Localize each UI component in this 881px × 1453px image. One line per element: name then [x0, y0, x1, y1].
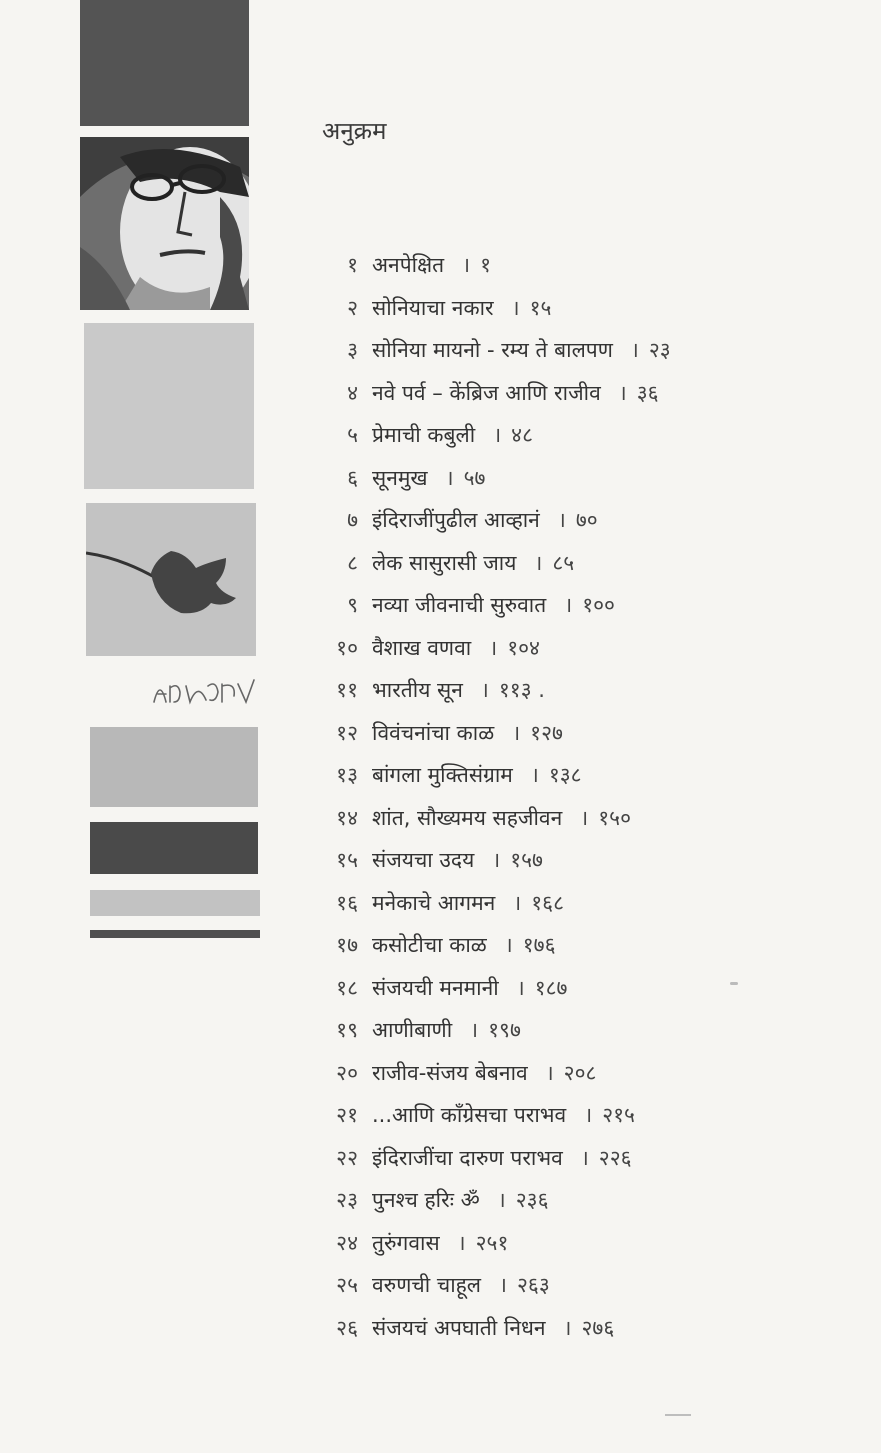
- toc-entry-title: वरुणची चाहूल: [372, 1273, 482, 1297]
- toc-entry-separator: ।: [618, 380, 627, 405]
- toc-entry-title: सोनिया मायनो - रम्य ते बालपण: [372, 338, 613, 362]
- toc-entry-page: ४८: [511, 423, 534, 447]
- toc-entry-page: २३६: [515, 1188, 549, 1212]
- toc-entry-page: २६३: [517, 1273, 550, 1297]
- toc-entry-page: २३: [648, 338, 671, 362]
- toc-entry-number: ५: [347, 423, 358, 447]
- toc-entry[interactable]: [300, 542, 860, 585]
- toc-entry-separator: ।: [630, 338, 639, 362]
- toc-entry-separator: ।: [492, 848, 501, 872]
- toc-entry-page: १२७: [530, 720, 563, 745]
- toc-entry-separator: ।: [480, 678, 489, 702]
- toc-entry-title: सोनियाचा नकार: [372, 295, 494, 320]
- toc-entry-number: २: [347, 295, 358, 320]
- toc-entry-number: ४: [347, 380, 358, 405]
- toc-entry-title: संजयची मनमानी: [372, 975, 499, 1000]
- toc-entry-number: २१: [336, 1103, 358, 1127]
- toc-entry-page: १५: [529, 295, 552, 320]
- toc-entry[interactable]: [300, 499, 860, 542]
- toc-entry-title: अनपेक्षित: [372, 253, 445, 277]
- toc-entry[interactable]: [300, 1009, 860, 1052]
- toc-entry-page: २०८: [563, 1060, 597, 1085]
- toc-entry[interactable]: [300, 797, 860, 840]
- toc-entry[interactable]: [300, 712, 860, 755]
- toc-entry-page: १७६: [522, 933, 556, 957]
- toc-entry-page: २२६: [598, 1145, 632, 1170]
- toc-entry-number: २३: [336, 1188, 358, 1212]
- toc-entry-separator: ।: [497, 1188, 506, 1212]
- toc-entry[interactable]: [300, 244, 860, 287]
- toc-entry-separator: ।: [493, 423, 502, 447]
- toc-entry-title: नव्या जीवनाची सुरुवात: [372, 593, 547, 617]
- toc-entry-title: संजयचं अपघाती निधन: [372, 1315, 546, 1340]
- toc-entry-title: कसोटीचा काळ: [372, 933, 487, 957]
- toc-entry-title: विवंचनांचा काळ: [372, 720, 495, 745]
- toc-entry-number: २५: [336, 1273, 358, 1297]
- toc-entry-separator: ।: [462, 253, 471, 277]
- handwritten-label: [150, 672, 260, 712]
- toc-entry-title: बांगला मुक्तिसंग्राम: [372, 763, 513, 787]
- decorative-thin-bar: [90, 930, 260, 938]
- toc-entry-number: ११: [336, 678, 358, 702]
- toc-entry[interactable]: [300, 1052, 860, 1095]
- toc-entry-page: ८५: [552, 550, 575, 575]
- toc-entry-separator: ।: [530, 763, 539, 787]
- toc-entry[interactable]: [300, 1264, 860, 1307]
- toc-entry-page: १५०: [598, 805, 631, 830]
- toc-entry-page: १: [480, 253, 491, 277]
- toc-entry-page: १३८: [548, 763, 582, 787]
- toc-entry[interactable]: [300, 414, 860, 457]
- toc-entry-title: पुनश्च हरिः ॐ: [372, 1188, 480, 1212]
- toc-entry-separator: ।: [512, 720, 521, 745]
- toc-entry-separator: ।: [563, 1315, 572, 1340]
- toc-entry-number: २०: [336, 1060, 358, 1085]
- lotus-image: [86, 503, 256, 656]
- toc-entry-separator: ।: [470, 1018, 479, 1042]
- toc-entry-separator: ।: [489, 635, 498, 660]
- toc-entry-title: संजयचा उदय: [372, 848, 475, 872]
- toc-entry-number: २२: [336, 1145, 358, 1170]
- portrait-illustration: [80, 137, 249, 310]
- toc-entry-page: २५१: [475, 1230, 509, 1255]
- toc-entry-title: शांत, सौख्यमय सहजीवन: [372, 805, 563, 830]
- toc-list: [300, 244, 860, 1349]
- toc-entry-number: ३: [347, 338, 358, 362]
- toc-heading: अनुक्रम: [322, 117, 387, 145]
- toc-entry-page: १९७: [488, 1018, 521, 1042]
- toc-entry-page: ११३ .: [498, 678, 545, 702]
- toc-entry[interactable]: [300, 967, 860, 1010]
- toc-entry-page: ३६: [636, 380, 659, 405]
- toc-entry-title: भारतीय सून: [372, 678, 463, 702]
- toc-entry-title: नवे पर्व – केंब्रिज आणि राजीव: [372, 380, 601, 405]
- toc-entry-number: ६: [347, 465, 358, 490]
- decorative-grey-bar: [90, 727, 258, 807]
- toc-entry[interactable]: [300, 924, 860, 967]
- toc-entry-number: ९: [347, 593, 358, 617]
- toc-entry-page: १०४: [507, 635, 540, 660]
- toc-entry-page: ७०: [575, 508, 598, 532]
- stray-mark: [730, 982, 738, 985]
- toc-entry-number: १४: [336, 805, 358, 830]
- lotus-icon: [86, 503, 256, 656]
- toc-entry-number: २६: [336, 1315, 358, 1340]
- toc-entry-title: प्रेमाची कबुली: [372, 423, 476, 447]
- decorative-dark-block: [80, 0, 249, 126]
- toc-entry[interactable]: [300, 1222, 860, 1265]
- toc-entry-separator: ।: [445, 465, 454, 490]
- toc-entry[interactable]: [300, 1179, 860, 1222]
- toc-entry-number: १३: [336, 763, 358, 787]
- portrait-image: [80, 137, 249, 310]
- toc-entry-separator: ।: [557, 508, 566, 532]
- decorative-light-bar: [90, 890, 260, 916]
- toc-entry-separator: ।: [499, 1273, 507, 1297]
- toc-entry-title: इंदिराजींचा दारुण पराभव: [372, 1145, 563, 1170]
- toc-entry-number: १९: [336, 1018, 358, 1042]
- toc-entry-separator: ।: [545, 1060, 554, 1085]
- toc-entry[interactable]: [300, 1137, 860, 1180]
- toc-entry[interactable]: [300, 839, 860, 882]
- toc-entry-title: आणीबाणी: [372, 1018, 453, 1042]
- toc-entry-separator: ।: [584, 1103, 593, 1127]
- toc-entry-number: १५: [336, 848, 358, 872]
- toc-entry-title: वैशाख वणवा: [372, 635, 472, 660]
- toc-entry-number: १८: [336, 975, 358, 1000]
- toc-entry-separator: ।: [534, 550, 543, 575]
- toc-entry[interactable]: [300, 1307, 860, 1350]
- toc-entry-number: ८: [347, 550, 358, 575]
- toc-entry-separator: ।: [516, 975, 525, 1000]
- toc-entry-separator: ।: [504, 933, 513, 957]
- toc-entry[interactable]: [300, 627, 860, 670]
- decorative-dark-bar: [90, 822, 258, 874]
- toc-entry-title: तुरुंगवास: [372, 1230, 440, 1255]
- bottom-dash: [665, 1414, 691, 1416]
- toc-entry-title: सूनमुख: [372, 465, 428, 490]
- toc-entry[interactable]: [300, 287, 860, 330]
- toc-entry[interactable]: [300, 584, 860, 627]
- toc-entry[interactable]: [300, 457, 860, 500]
- toc-entry-page: ५७: [463, 465, 486, 490]
- toc-entry-page: २७६: [581, 1315, 615, 1340]
- toc-entry-number: १: [347, 253, 358, 277]
- toc-entry-title: लेक सासुरासी जाय: [372, 550, 517, 575]
- toc-entry-separator: ।: [457, 1230, 466, 1255]
- toc-entry[interactable]: [300, 1094, 860, 1137]
- toc-entry[interactable]: [300, 882, 860, 925]
- toc-entry-number: ७: [347, 508, 358, 532]
- toc-entry-number: १०: [336, 635, 358, 660]
- toc-entry[interactable]: [300, 329, 860, 372]
- toc-entry-separator: ।: [513, 890, 522, 915]
- toc-entry[interactable]: [300, 754, 860, 797]
- toc-entry-number: १२: [336, 720, 358, 745]
- toc-entry-title: मनेकाचे आगमन: [372, 890, 496, 915]
- toc-entry-separator: ।: [580, 805, 589, 830]
- toc-entry-title: राजीव-संजय बेबनाव: [372, 1060, 528, 1085]
- toc-entry-separator: ।: [580, 1145, 589, 1170]
- decorative-grey-block: [84, 323, 254, 489]
- toc-entry[interactable]: [300, 372, 860, 415]
- toc-entry-number: १७: [336, 933, 358, 957]
- toc-entry[interactable]: [300, 669, 860, 712]
- toc-entry-page: १८७: [534, 975, 568, 1000]
- toc-entry-page: २१५: [602, 1103, 635, 1127]
- toc-entry-title: ...आणि काँग्रेसचा पराभव: [372, 1103, 567, 1127]
- toc-entry-page: १६८: [531, 890, 565, 915]
- toc-entry-separator: ।: [511, 295, 520, 320]
- toc-entry-page: १५७: [510, 848, 543, 872]
- toc-entry-number: १६: [336, 890, 358, 915]
- toc-entry-page: १००: [582, 593, 615, 617]
- toc-entry-title: इंदिराजींपुढील आव्हानं: [372, 508, 540, 532]
- toc-entry-number: २४: [336, 1230, 358, 1255]
- toc-entry-separator: ।: [564, 593, 573, 617]
